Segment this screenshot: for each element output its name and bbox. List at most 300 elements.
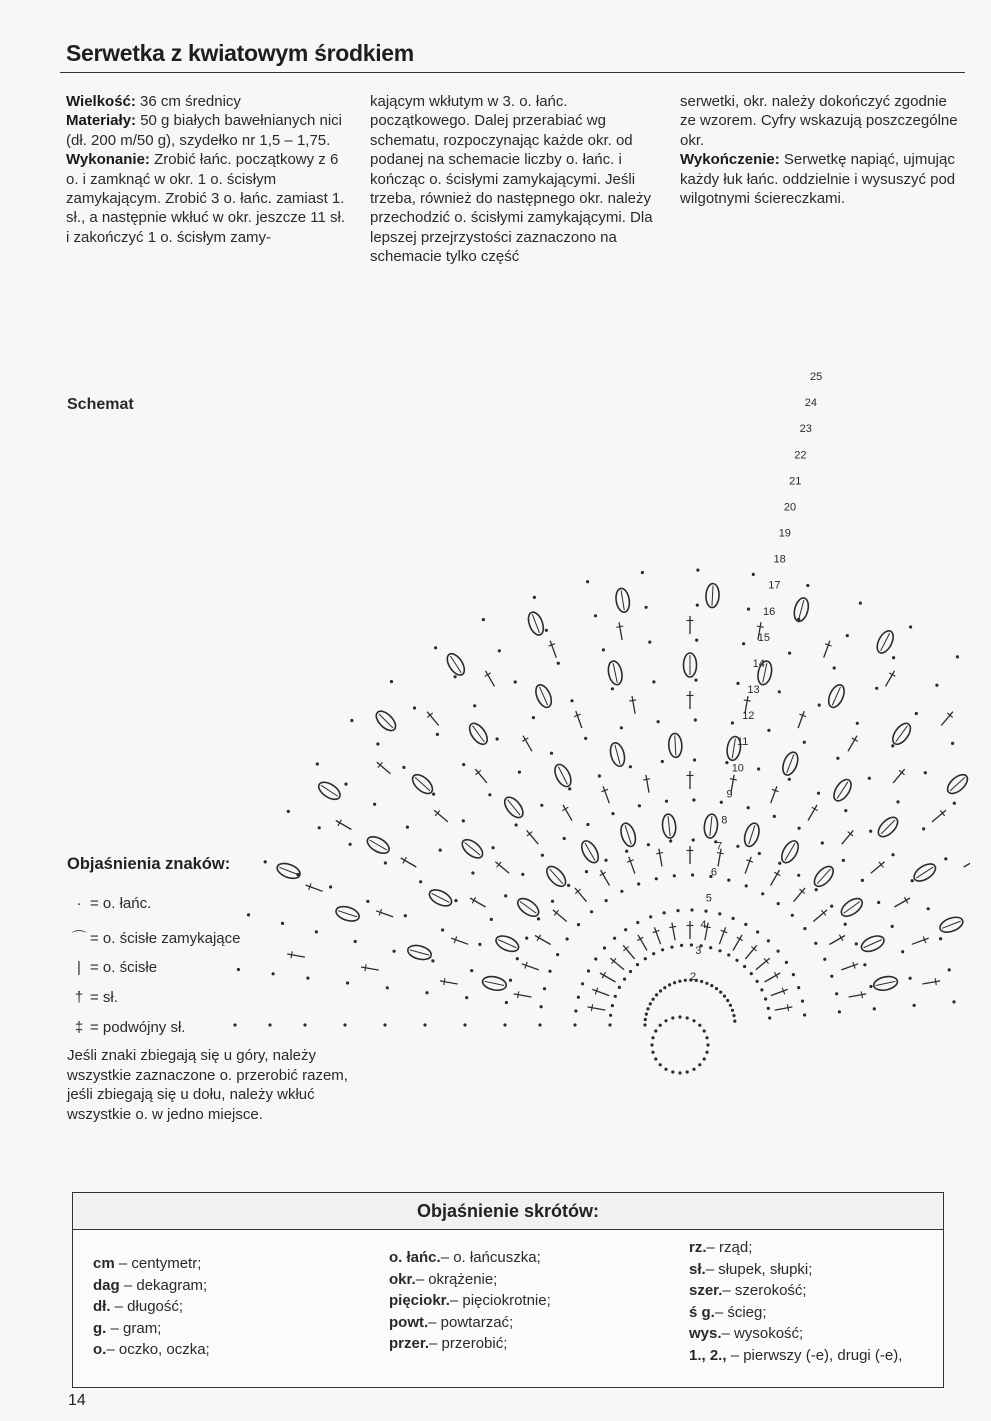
legend-note: Jeśli znaki zbiegają się u góry, należy wszystkie zaznaczone o. przerobić razem, jeśli zbiegają się u dołu, należy wkłuć wszystkie o. w jedno miejsce. <box>67 1047 348 1123</box>
chain-dot-icon <box>533 596 536 599</box>
chain-dot-icon <box>698 1063 701 1066</box>
round-number-label: 8 <box>721 814 728 827</box>
chain-dot-icon <box>551 900 554 903</box>
chain-dot-icon <box>556 953 559 956</box>
chain-dot-icon <box>604 859 607 862</box>
stitch-crossbar-icon <box>365 964 366 971</box>
chain-dot-icon <box>684 979 687 982</box>
abbreviation-item <box>389 1333 551 1355</box>
chain-dot-icon <box>384 861 387 864</box>
puff-stitch-line-icon <box>942 921 961 928</box>
chain-dot-icon <box>540 1005 543 1008</box>
stitch-crossbar-icon <box>717 853 724 854</box>
stitch-mark-icon <box>287 954 305 957</box>
chain-dot-icon <box>376 742 379 745</box>
chain-dot-icon <box>663 986 666 989</box>
chain-dot-icon <box>830 975 833 978</box>
chain-dot-icon <box>686 1070 689 1073</box>
abbreviation-term: sł. <box>689 1260 706 1278</box>
stitch-mark-icon <box>553 910 567 922</box>
chain-dot-icon <box>752 573 755 576</box>
abbreviation-term: dag <box>93 1276 120 1294</box>
chain-dot-icon <box>861 879 864 882</box>
chain-dot-icon <box>393 950 396 953</box>
chain-dot-icon <box>605 899 608 902</box>
abbreviation-item <box>389 1290 551 1312</box>
abbreviation-item <box>689 1237 902 1259</box>
chain-dot-icon <box>390 680 393 683</box>
abbreviation-item <box>389 1247 551 1269</box>
chain-dot-icon <box>815 888 818 891</box>
chain-dot-icon <box>482 618 485 621</box>
stitch-mark-icon <box>912 938 929 944</box>
abbreviation-term: okr. <box>389 1270 416 1288</box>
puff-stitch-line-icon <box>732 739 735 759</box>
stitch-mark-icon <box>745 945 757 959</box>
instructions-paragraph <box>680 150 965 208</box>
chain-dot-icon <box>863 963 866 966</box>
chain-dot-icon <box>744 923 747 926</box>
puff-stitch-line-icon <box>710 816 712 836</box>
chain-dot-icon <box>602 648 605 651</box>
abbreviation-term: przer. <box>389 1335 430 1352</box>
chain-dot-icon <box>272 972 275 975</box>
chain-dot-icon <box>735 959 738 962</box>
chain-dot-icon <box>584 737 587 740</box>
abbreviation-term: szer. <box>689 1282 723 1299</box>
round-number-label: 10 <box>731 762 744 775</box>
abbreviation-term: wys. <box>689 1325 722 1342</box>
chain-dot-icon <box>842 859 845 862</box>
chain-dot-icon <box>657 720 660 723</box>
stitch-crossbar-icon <box>744 700 751 701</box>
stitch-mark-icon <box>771 989 788 995</box>
chain-dot-icon <box>844 809 847 812</box>
chain-dot-icon <box>788 652 791 655</box>
abbreviation-term: o. łańc. <box>389 1249 441 1266</box>
legend-symbol-icon: † <box>74 989 84 1006</box>
chain-dot-icon <box>663 911 666 914</box>
chain-dot-icon <box>609 1014 612 1017</box>
chain-dot-icon <box>462 763 465 766</box>
chain-dot-icon <box>608 1023 611 1026</box>
stitch-crossbar-icon <box>669 926 676 927</box>
chain-dot-icon <box>696 604 699 607</box>
chain-dot-icon <box>490 918 493 921</box>
chain-dot-icon <box>798 827 801 830</box>
abbreviation-definition: – słupek, słupki; <box>705 1260 813 1278</box>
puff-stitch-line-icon <box>625 825 631 844</box>
chain-dot-icon <box>732 1014 735 1017</box>
puff-stitch-line-icon <box>532 614 539 633</box>
chain-dot-icon <box>767 729 770 732</box>
round-number-label: 17 <box>768 579 781 592</box>
chain-dot-icon <box>563 837 566 840</box>
chain-dot-icon <box>439 849 442 852</box>
chain-dot-icon <box>329 885 332 888</box>
chain-dot-icon <box>492 846 495 849</box>
chain-dot-icon <box>723 995 726 998</box>
chain-dot-icon <box>505 1001 508 1004</box>
chain-dot-icon <box>488 793 491 796</box>
stitch-mark-icon <box>719 927 725 944</box>
chain-dot-icon <box>777 950 780 953</box>
chain-dot-icon <box>892 656 895 659</box>
chain-dot-icon <box>509 979 512 982</box>
chain-dot-icon <box>756 930 759 933</box>
chain-dot-icon <box>603 946 606 949</box>
chain-dot-icon <box>680 944 683 947</box>
abbreviation-definition: – oczko, oczka; <box>106 1341 210 1358</box>
chain-dot-icon <box>791 914 794 917</box>
chain-dot-icon <box>855 942 858 945</box>
chain-dot-icon <box>268 1023 271 1026</box>
chain-dot-icon <box>875 687 878 690</box>
instructions-text: kającym wkłutym w 3. o. łańc. początkowego. Dalej przerabiać wg schematu, rozpoczynając każde okr. od podanej na schemacie liczby o. łańc. i kończąc o. ścisłymi zamykającymi. Jeśli trzeba, również do następnego okr. należy przechodzić o. ścisłymi zamykającymi. Dla lepszej przejrzystości zaznaczono na schemacie tylko część <box>370 93 653 266</box>
stitch-mark-icon <box>824 641 830 658</box>
round-number-label: 14 <box>752 658 765 670</box>
chain-dot-icon <box>693 758 696 761</box>
legend-text: = podwójny sł. <box>90 1019 186 1036</box>
chain-dot-icon <box>698 1024 701 1027</box>
stitch-mark-icon <box>527 830 539 844</box>
chain-dot-icon <box>349 843 352 846</box>
abbreviations-column-c <box>689 1237 902 1366</box>
chain-dot-icon <box>692 1068 695 1071</box>
chain-dot-icon <box>725 761 728 764</box>
chain-dot-icon <box>844 923 847 926</box>
abbreviation-term: dł. <box>93 1298 111 1315</box>
chain-dot-icon <box>901 950 904 953</box>
chain-dot-icon <box>473 704 476 707</box>
stitch-mark-icon <box>632 696 635 714</box>
chain-dot-icon <box>690 908 693 911</box>
chain-dot-icon <box>454 675 457 678</box>
stitch-mark-icon <box>514 994 532 997</box>
abbreviation-term: rz. <box>689 1239 707 1256</box>
chain-dot-icon <box>671 1016 674 1019</box>
crochet-diagram <box>170 285 970 1125</box>
abbreviation-definition: – ścieg; <box>714 1303 767 1321</box>
chain-dot-icon <box>581 982 584 985</box>
chain-dot-icon <box>846 634 849 637</box>
chain-dot-icon <box>315 930 318 933</box>
chain-dot-icon <box>470 969 473 972</box>
chain-dot-icon <box>777 902 780 905</box>
instructions-label: Wykończenie: <box>680 151 780 169</box>
round-number-label: 6 <box>710 866 718 879</box>
chain-dot-icon <box>585 870 588 873</box>
stitch-mark-icon <box>841 964 858 970</box>
chain-dot-icon <box>647 843 650 846</box>
stitch-mark-icon <box>629 857 635 874</box>
chain-dot-icon <box>247 913 250 916</box>
stitch-crossbar-icon <box>616 626 623 627</box>
chain-dot-icon <box>504 894 507 897</box>
chain-dot-icon <box>747 806 750 809</box>
chain-dot-icon <box>729 1004 732 1007</box>
abbreviation-item <box>689 1280 902 1302</box>
chain-dot-icon <box>471 871 474 874</box>
stitch-mark-icon <box>871 862 885 874</box>
chain-dot-icon <box>673 981 676 984</box>
chain-dot-icon <box>568 787 571 790</box>
round-number-label: 19 <box>778 527 791 540</box>
chain-dot-icon <box>868 777 871 780</box>
chain-dot-icon <box>611 812 614 815</box>
puff-stitch-line-icon <box>279 867 298 874</box>
chain-dot-icon <box>913 1004 916 1007</box>
stitch-mark-icon <box>771 786 777 803</box>
chain-dot-icon <box>644 1018 647 1021</box>
chain-dot-icon <box>743 965 746 968</box>
chain-dot-icon <box>287 810 290 813</box>
chain-dot-icon <box>678 1071 681 1074</box>
chain-dot-icon <box>629 765 632 768</box>
chain-dot-icon <box>803 1013 806 1016</box>
chain-dot-icon <box>577 996 580 999</box>
chain-dot-icon <box>856 722 859 725</box>
abbreviation-term: powt. <box>389 1313 429 1331</box>
chain-dot-icon <box>652 998 655 1001</box>
stitch-mark-icon <box>550 641 556 658</box>
chain-dot-icon <box>758 852 761 855</box>
chain-dot-icon <box>354 940 357 943</box>
abbreviation-definition: – pięciokrotnie; <box>449 1292 551 1309</box>
chain-dot-icon <box>694 679 697 682</box>
chain-dot-icon <box>953 802 956 805</box>
abbreviation-item <box>689 1323 902 1345</box>
chain-dot-icon <box>705 1051 708 1054</box>
chain-dot-icon <box>696 569 699 572</box>
round-number-label: 11 <box>737 736 749 749</box>
chain-dot-icon <box>909 977 912 980</box>
chain-dot-icon <box>891 853 894 856</box>
chain-dot-icon <box>649 915 652 918</box>
chain-dot-icon <box>726 999 729 1002</box>
stitch-crossbar-icon <box>730 779 737 780</box>
chain-dot-icon <box>652 952 655 955</box>
legend-item <box>70 895 151 912</box>
chain-dot-icon <box>835 992 838 995</box>
legend-text: = o. łańc. <box>90 895 152 912</box>
puff-stitch-line-icon <box>675 735 676 755</box>
chain-dot-icon <box>462 819 465 822</box>
chain-dot-icon <box>719 991 722 994</box>
chain-dot-icon <box>432 793 435 796</box>
chain-dot-icon <box>731 1009 734 1012</box>
chain-dot-icon <box>557 662 560 665</box>
chain-dot-icon <box>891 925 894 928</box>
round-number-label: 21 <box>789 475 802 488</box>
chain-dot-icon <box>922 827 925 830</box>
chain-dot-icon <box>706 1043 709 1046</box>
abbreviation-definition: – wysokość; <box>721 1325 804 1342</box>
chain-dot-icon <box>785 961 788 964</box>
chain-dot-icon <box>715 987 718 990</box>
chain-dot-icon <box>503 1023 506 1026</box>
round-number-label: 5 <box>705 892 712 905</box>
stitch-mark-icon <box>659 849 662 867</box>
round-number-label: 23 <box>799 423 812 436</box>
chain-dot-icon <box>691 873 694 876</box>
chain-dot-icon <box>705 1036 708 1039</box>
abbreviation-definition: – dekagram; <box>119 1276 208 1294</box>
chain-dot-icon <box>540 804 543 807</box>
abbreviation-term: pięciokr. <box>389 1292 450 1309</box>
legend-symbol-icon: · <box>76 895 82 912</box>
chain-dot-icon <box>756 980 759 983</box>
instructions-text: serwetki, okr. należy dokończyć zgodnie ze wzorem. Cyfry wskazują poszczególne okr. <box>680 93 958 149</box>
chain-dot-icon <box>686 1016 689 1019</box>
chain-dot-icon <box>859 602 862 605</box>
chain-dot-icon <box>434 646 437 649</box>
chain-dot-icon <box>803 741 806 744</box>
instructions-text: Serwetkę napiąć, ujmując każdy łuk łańc. oddzielnie i wysuszyć pod wilgotnymi ściereczkami. <box>680 151 956 208</box>
chain-dot-icon <box>614 995 617 998</box>
stitch-mark-icon <box>440 981 458 984</box>
chain-dot-icon <box>948 968 951 971</box>
chain-dot-icon <box>836 757 839 760</box>
chain-dot-icon <box>797 986 800 989</box>
stitch-mark-icon <box>576 711 582 728</box>
stitch-crossbar-icon <box>861 991 862 998</box>
abbreviation-definition: – pierwszy (-e), drugi (-e), <box>726 1346 903 1364</box>
chain-dot-icon <box>419 880 422 883</box>
chain-dot-icon <box>695 639 698 642</box>
stitch-mark-icon <box>603 786 609 803</box>
chain-dot-icon <box>767 939 770 942</box>
stitch-mark-icon <box>849 994 867 997</box>
round-number-label: 24 <box>804 397 818 410</box>
abbreviations-title: Objaśnienie skrótów: <box>416 1201 600 1221</box>
stitch-mark-icon <box>427 712 439 726</box>
chain-dot-icon <box>823 958 826 961</box>
chain-dot-icon <box>736 845 739 848</box>
chain-dot-icon <box>764 997 767 1000</box>
chain-dot-icon <box>817 792 820 795</box>
chain-dot-icon <box>545 629 548 632</box>
instructions-text: 50 g białych bawełnianych nici (dł. 200 m/50 g), szydełko nr 1,5 – 1,75. <box>66 112 342 149</box>
chain-dot-icon <box>454 899 457 902</box>
chain-dot-icon <box>587 969 590 972</box>
chain-dot-icon <box>521 873 524 876</box>
instructions-column-1 <box>66 92 346 247</box>
chain-dot-icon <box>318 826 321 829</box>
chain-dot-icon <box>718 949 721 952</box>
chain-dot-icon <box>641 571 644 574</box>
stitch-mark-icon <box>964 858 970 867</box>
chain-dot-icon <box>773 815 776 818</box>
legend-item <box>70 927 240 948</box>
chain-dot-icon <box>406 826 409 829</box>
chain-dot-icon <box>924 771 927 774</box>
chain-dot-icon <box>742 642 745 645</box>
instructions-paragraph <box>680 92 965 150</box>
chain-dot-icon <box>611 1004 614 1007</box>
round-number-label: 4 <box>700 918 707 931</box>
abbreviation-definition: – rząd; <box>706 1239 753 1256</box>
round-number-label: 7 <box>716 840 723 853</box>
chain-dot-icon <box>668 983 671 986</box>
chain-dot-icon <box>344 783 347 786</box>
instructions-column-2 <box>370 92 655 267</box>
chain-dot-icon <box>620 726 623 729</box>
chain-dot-icon <box>911 879 914 882</box>
chain-dot-icon <box>951 742 954 745</box>
abbreviations-column-a <box>93 1253 210 1361</box>
chain-dot-icon <box>594 957 597 960</box>
abbreviation-definition: – szerokość; <box>722 1282 807 1299</box>
chain-dot-icon <box>650 1043 653 1046</box>
puff-stitch-line-icon <box>876 981 896 985</box>
stitch-crossbar-icon <box>656 853 663 854</box>
chain-dot-icon <box>806 584 809 587</box>
chain-dot-icon <box>788 778 791 781</box>
chain-dot-icon <box>515 823 518 826</box>
stitch-mark-icon <box>592 989 609 995</box>
puff-stitch-line-icon <box>338 911 357 917</box>
chain-dot-icon <box>306 977 309 980</box>
chain-dot-icon <box>692 1019 695 1022</box>
stitch-mark-icon <box>451 938 468 944</box>
stitch-mark-icon <box>922 981 940 984</box>
chain-dot-icon <box>654 1029 657 1032</box>
round-number-label: 16 <box>763 605 776 618</box>
round-number-label: 22 <box>794 449 807 462</box>
legend-text: = o. ścisłe <box>90 959 158 976</box>
chain-dot-icon <box>659 1063 662 1066</box>
chain-dot-icon <box>373 803 376 806</box>
chain-dot-icon <box>537 917 540 920</box>
stitch-mark-icon <box>842 830 854 844</box>
chain-dot-icon <box>733 1020 736 1023</box>
stitch-mark-icon <box>893 769 905 783</box>
chain-dot-icon <box>649 1002 652 1005</box>
chain-dot-icon <box>915 712 918 715</box>
chain-dot-icon <box>718 912 721 915</box>
chain-dot-icon <box>877 901 880 904</box>
stitch-mark-icon <box>575 888 587 902</box>
chain-dot-icon <box>645 606 648 609</box>
chain-dot-icon <box>664 1019 667 1022</box>
legend-title: Objaśnienia znaków: <box>67 855 231 873</box>
chain-dot-icon <box>700 980 703 983</box>
legend-item <box>70 959 157 976</box>
stitch-mark-icon <box>794 888 806 902</box>
chain-dot-icon <box>652 680 655 683</box>
chain-dot-icon <box>732 917 735 920</box>
round-number-label: 2 <box>690 971 697 983</box>
round-number-label: 3 <box>695 944 702 957</box>
chain-dot-icon <box>645 1013 648 1016</box>
chain-dot-icon <box>803 927 806 930</box>
stitch-mark-icon <box>610 958 624 970</box>
chain-dot-icon <box>767 1007 770 1010</box>
chain-dot-icon <box>281 922 284 925</box>
chain-dot-icon <box>669 839 672 842</box>
chain-dot-icon <box>346 981 349 984</box>
round-number-label: 20 <box>783 501 797 514</box>
chain-dot-icon <box>705 982 708 985</box>
stitch-mark-icon <box>434 810 448 822</box>
chain-dot-icon <box>750 972 753 975</box>
chain-dot-icon <box>613 937 616 940</box>
chain-dot-icon <box>703 1057 706 1060</box>
stitch-mark-icon <box>475 769 487 783</box>
chain-dot-icon <box>676 909 679 912</box>
chain-dot-icon <box>343 1023 346 1026</box>
